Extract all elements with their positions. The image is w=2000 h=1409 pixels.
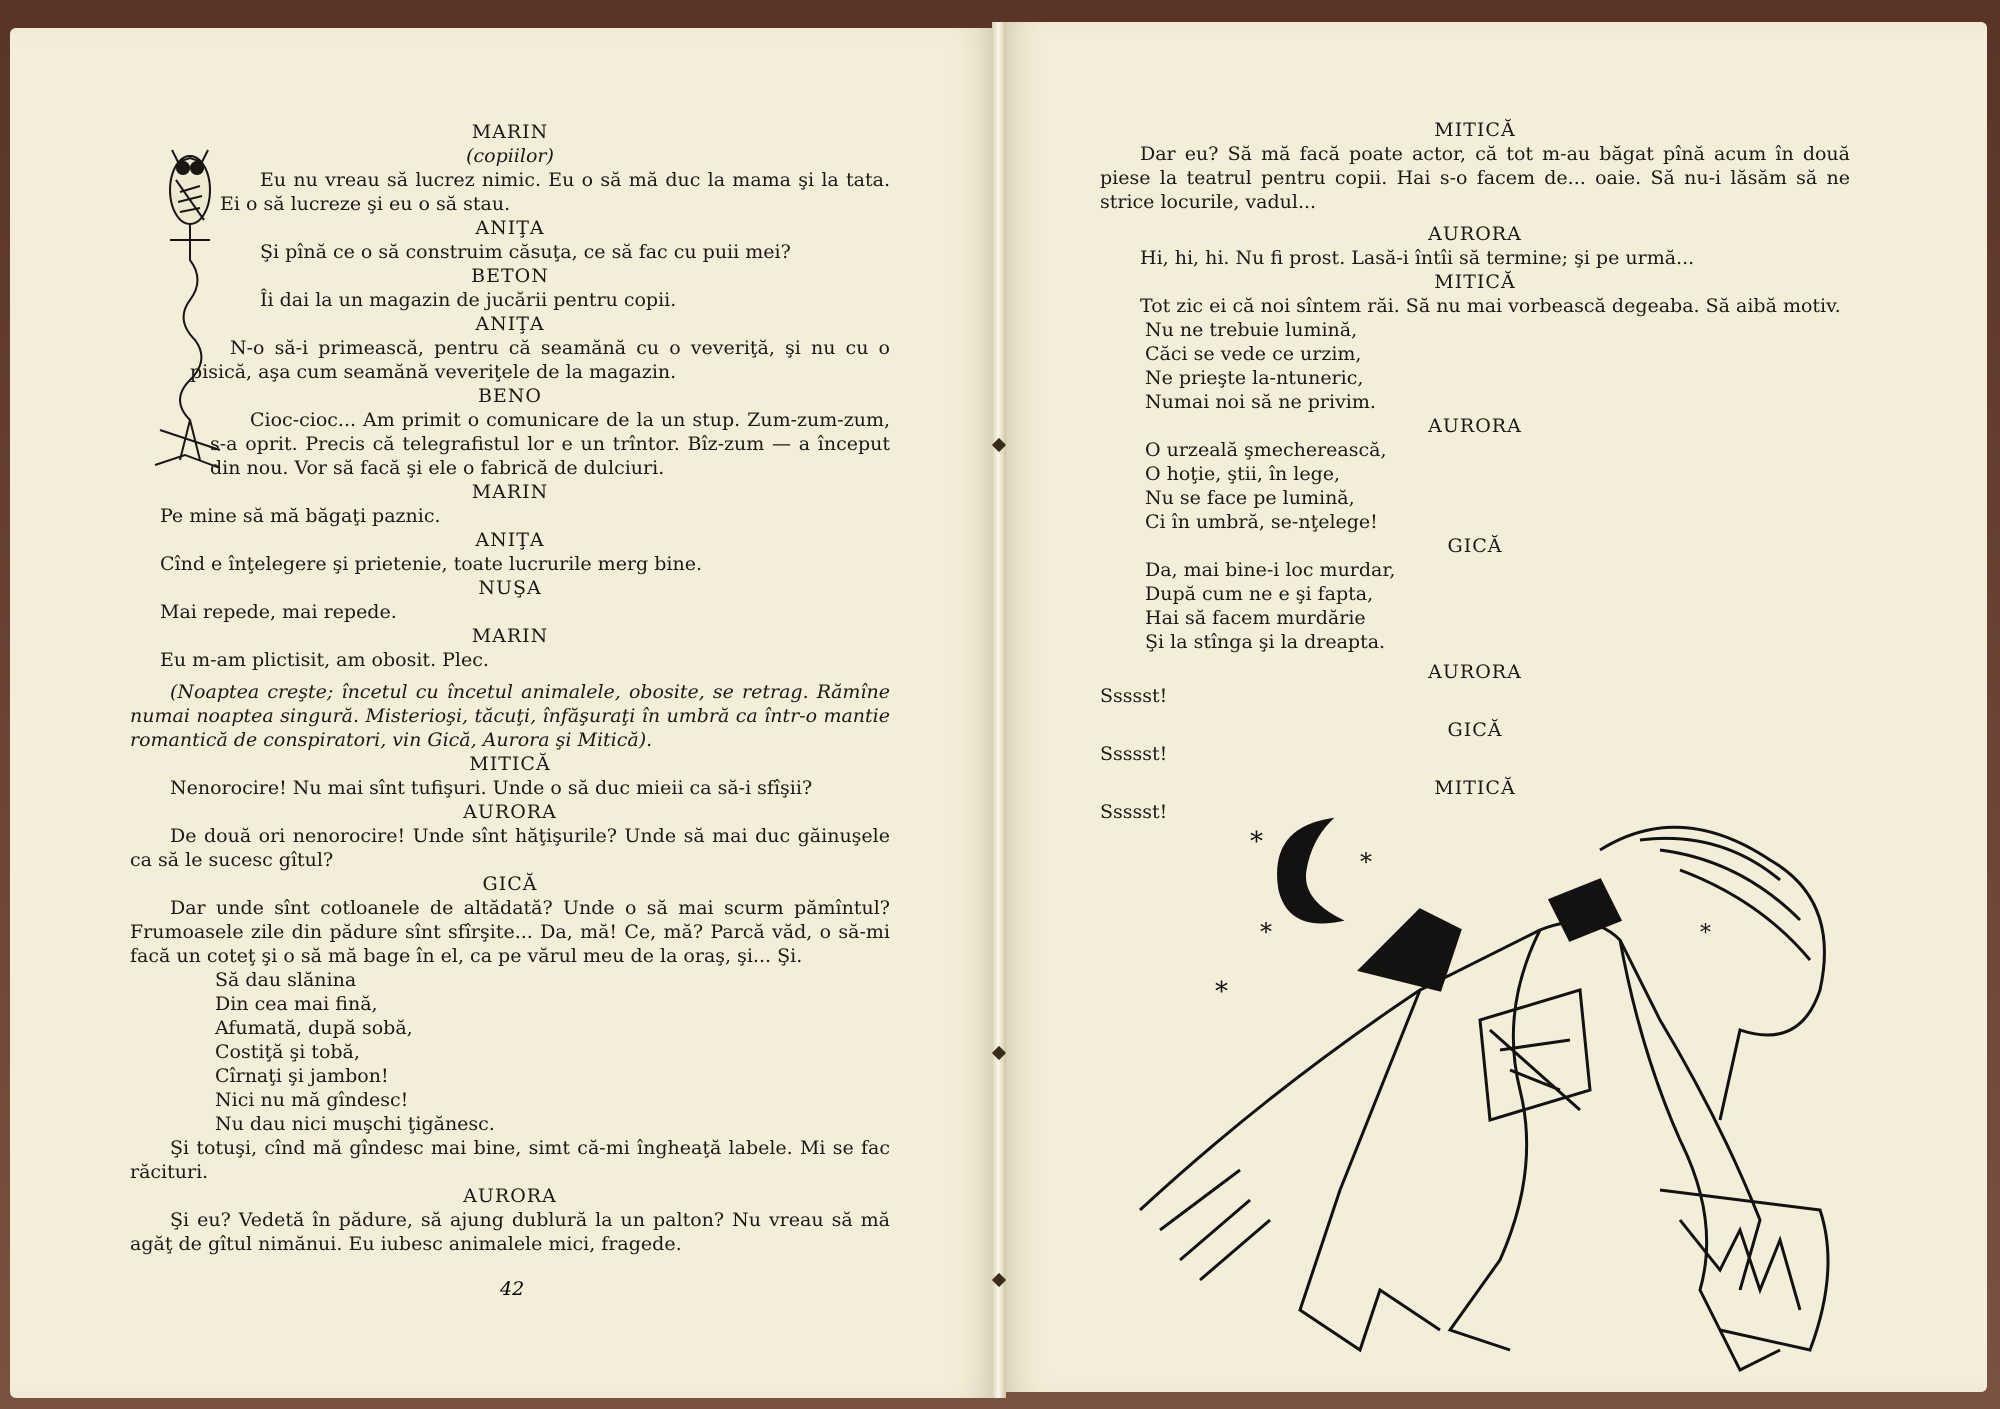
- dialogue-line: Cînd e înţelegere şi prietenie, toate lucrurile merg bine.: [160, 553, 702, 575]
- verse-line: Nu dau nici muşchi ţigănesc.: [215, 1113, 495, 1135]
- verse-line: După cum ne e şi fapta,: [1145, 583, 1374, 605]
- svg-text:*: *: [1260, 918, 1272, 946]
- dialogue-line: Ssssst!: [1100, 801, 1168, 823]
- verse-line: Cîrnaţi şi jambon!: [215, 1065, 389, 1087]
- dialogue-line: De două ori nenorocire! Unde sînt hăţişurile? Unde să mai duc găinuşele ca să le sucesc gîtul?: [130, 825, 890, 871]
- svg-text:*: *: [1215, 977, 1228, 1007]
- dialogue-line: Îi dai la un magazin de jucării pentru copii.: [260, 289, 677, 311]
- speaker-name: NUŞA: [478, 577, 542, 599]
- verse-block: [1145, 438, 1850, 534]
- verse-block: [1145, 558, 1850, 654]
- speaker-name: AURORA: [463, 1185, 557, 1207]
- dialogue-line: Dar unde sînt cotloanele de altădată? Unde o să mai scurm pămîntul? Frumoasele zile din pădure sînt sfîrşite... Da, mă! Ce, mă? Parcă văd, o să-mi facă un coteţ şi o să mă bage în el, ca pe vărul meu de la oraş, şi... Şi.: [130, 897, 890, 967]
- verse-block: [1145, 318, 1850, 414]
- dialogue-line: Eu m-am plictisit, am obosit. Plec.: [160, 649, 489, 671]
- verse-line: Nu ne trebuie lumină,: [1145, 319, 1358, 341]
- dialogue-line: Şi eu? Vedetă în pădure, să ajung dublură la un palton? Nu vreau să mă agăţ de gîtul nimănui. Eu iubesc animalele mici, fragede.: [130, 1209, 890, 1255]
- dialogue-line: Tot zic ei că noi sîntem răi. Să nu mai vorbească degeaba. Să aibă motiv.: [1140, 295, 1841, 317]
- dialogue-line: Ssssst!: [1100, 743, 1168, 765]
- stage-direction: (Noaptea creşte; încetul cu încetul animalele, obosite, se retrag. Rămîne numai noaptea singură. Misterioşi, tăcuţi, înfăşuraţi în umbră ca într-o mantie romantică de conspiratori, vin Gică, Aurora şi Mitică).: [130, 681, 890, 751]
- dialogue-line: Cioc-cioc... Am primit o comunicare de la un stup. Zum-zum-zum, s-a oprit. Precis că telegrafistul lor e un trîntor. Bîz-zum — a început din nou. Vor să facă şi ele o fabrică de dulciuri.: [210, 409, 890, 479]
- speaker-name: ANIŢA: [475, 313, 545, 335]
- dialogue-line: Eu nu vreau să lucrez nimic. Eu o să mă duc la mama şi la tata. Ei o să lucreze şi eu o să stau.: [220, 169, 890, 215]
- verse-line: Şi la stînga şi la dreapta.: [1145, 631, 1386, 653]
- verse-line: Nici nu mă gîndesc!: [215, 1089, 409, 1111]
- dialogue-line: Pe mine să mă băgaţi paznic.: [160, 505, 441, 527]
- dialogue-line: N-o să-i primească, pentru că seamănă cu o veveriţă, şi nu cu o pisică, aşa cum seamănă veveriţele de la magazin.: [190, 337, 890, 383]
- speaker-name: AURORA: [463, 801, 557, 823]
- svg-text:*: *: [1250, 827, 1263, 857]
- verse-line: Numai noi să ne privim.: [1145, 391, 1376, 413]
- verse-line: Afumată, după sobă,: [215, 1017, 413, 1039]
- speaker-name: AURORA: [1428, 661, 1522, 683]
- speaker-name: AURORA: [1428, 415, 1522, 437]
- verse-line: Costiţă şi tobă,: [215, 1041, 360, 1063]
- speaker-name: MITICĂ: [469, 753, 551, 775]
- verse-line: Nu se face pe lumină,: [1145, 487, 1355, 509]
- speaker-name: GICĂ: [1447, 535, 1503, 557]
- speaker-name: MITICĂ: [1434, 271, 1516, 293]
- verse-line: Din cea mai fină,: [215, 993, 378, 1015]
- left-page-text: [130, 120, 890, 1256]
- right-page-text: [1100, 118, 1850, 824]
- speaker-name: GICĂ: [482, 873, 538, 895]
- verse-line: Hai să facem murdărie: [1145, 607, 1366, 629]
- speaker-name: ANIŢA: [475, 529, 545, 551]
- verse-line: Da, mai bine-i loc murdar,: [1145, 559, 1396, 581]
- dialogue-line: Nenorocire! Nu mai sînt tufişuri. Unde o să duc mieii ca să-i sfîşii?: [170, 777, 813, 799]
- stage-direction: (copiilor): [466, 145, 554, 167]
- svg-text:*: *: [1360, 848, 1372, 876]
- svg-text:*: *: [1700, 921, 1711, 946]
- verse-line: Ne prieşte la-ntuneric,: [1145, 367, 1364, 389]
- verse-line: O urzeală şmecherească,: [1145, 439, 1387, 461]
- verse-line: Să dau slănina: [215, 969, 357, 991]
- verse-line: Căci se vede ce urzim,: [1145, 343, 1362, 365]
- dialogue-line: Ssssst!: [1100, 685, 1168, 707]
- speaker-name: MITICĂ: [1434, 119, 1516, 141]
- dialogue-line: Hi, hi, hi. Nu fi prost. Lasă-i întîi să termine; şi pe urmă...: [1140, 247, 1695, 269]
- speaker-name: BETON: [471, 265, 549, 287]
- speaker-name: MITICĂ: [1434, 777, 1516, 799]
- verse-line: Ci în umbră, se-nţelege!: [1145, 511, 1378, 533]
- speaker-name: GICĂ: [1447, 719, 1503, 741]
- book-gutter: [992, 22, 1006, 1398]
- dialogue-line: Mai repede, mai repede.: [160, 601, 397, 623]
- speaker-name: ANIŢA: [475, 217, 545, 239]
- speaker-name: MARIN: [471, 625, 549, 647]
- speaker-name: MARIN: [471, 121, 549, 143]
- dialogue-line: Şi pînă ce o să construim căsuţa, ce să fac cu puii mei?: [260, 241, 791, 263]
- speaker-name: BENO: [477, 385, 543, 407]
- dialogue-line: Dar eu? Să mă facă poate actor, că tot m-au băgat pînă acum în două piese la teatrul pentru copii. Hai s-o facem de... oaie. Să nu-i lăsăm să ne strice locurile, vadul...: [1100, 143, 1850, 213]
- speaker-name: AURORA: [1428, 223, 1522, 245]
- conspirators-illustration: [1120, 790, 1900, 1390]
- page-number: 42: [500, 1278, 525, 1300]
- verse-line: O hoţie, ştii, în lege,: [1145, 463, 1341, 485]
- speaker-name: MARIN: [471, 481, 549, 503]
- verse-block: [215, 968, 890, 1136]
- dialogue-line: Şi totuşi, cînd mă gîndesc mai bine, simt că-mi îngheaţă labele. Mi se fac răcituri.: [130, 1137, 890, 1183]
